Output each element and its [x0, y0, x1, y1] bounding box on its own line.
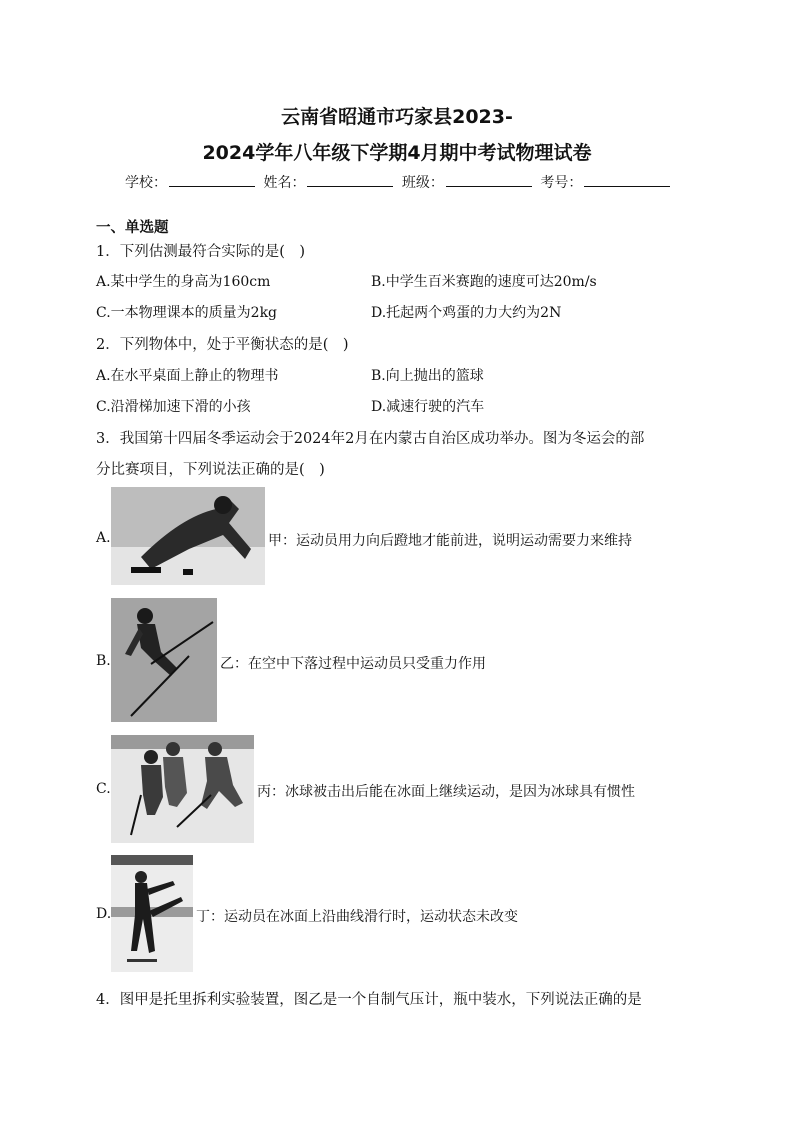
- exam-number-blank: [584, 172, 670, 187]
- question-3-option-d-letter: D.: [96, 906, 112, 922]
- question-1-option-a: A.某中学生的身高为160cm: [96, 274, 271, 290]
- name-blank: [307, 172, 393, 187]
- question-3-option-c-letter: C.: [96, 781, 111, 797]
- question-2-stem: 2．下列物体中，处于平衡状态的是( ): [96, 337, 349, 353]
- ice-hockey-photo: [111, 735, 254, 843]
- school-blank: [169, 172, 255, 187]
- name-label: 姓名：: [263, 175, 306, 191]
- student-info-line: [125, 172, 674, 192]
- ski-jump-photo: [111, 598, 217, 722]
- question-3-option-a-text: 甲：运动员用力向后蹬地才能前进，说明运动需要力来维持: [268, 533, 632, 549]
- question-3-option-b-text: 乙：在空中下落过程中运动员只受重力作用: [220, 656, 486, 672]
- question-3-option-a-letter: A.: [96, 530, 111, 546]
- question-2-option-d: D.减速行驶的汽车: [371, 399, 485, 415]
- question-3-option-b-letter: B.: [96, 653, 111, 669]
- section-heading: 一、单选题: [96, 220, 169, 236]
- exam-number-label: 考号：: [540, 175, 583, 191]
- question-3-option-d-text: 丁：运动员在冰面上沿曲线滑行时，运动状态未改变: [196, 909, 518, 925]
- speed-skating-photo: [111, 487, 265, 585]
- question-2-option-c: C.沿滑梯加速下滑的小孩: [96, 399, 251, 415]
- question-3-stem-line2: 分比赛项目，下列说法正确的是( ): [96, 462, 325, 478]
- question-1-option-b: B.中学生百米赛跑的速度可达20m/s: [371, 274, 597, 290]
- question-1-stem: 1．下列估测最符合实际的是( ): [96, 244, 306, 260]
- page-title-line2: 2024学年八年级下学期4月期中考试物理试卷: [202, 142, 592, 164]
- page-title-line1: 云南省昭通市巧家县2023-: [281, 106, 513, 128]
- question-3-option-c-text: 丙：冰球被击出后能在冰面上继续运动，是因为冰球具有惯性: [257, 784, 635, 800]
- question-1-option-d: D.托起两个鸡蛋的力大约为2N: [371, 305, 562, 321]
- question-2-option-a: A.在水平桌面上静止的物理书: [96, 368, 279, 384]
- question-1-option-c: C.一本物理课本的质量为2kg: [96, 305, 278, 321]
- figure-skating-photo: [111, 855, 193, 972]
- question-2-option-b: B.向上抛出的篮球: [371, 368, 484, 384]
- question-3-stem-line1: 3．我国第十四届冬季运动会于2024年2月在内蒙古自治区成功举办。图为冬运会的部: [96, 431, 645, 447]
- school-label: 学校：: [125, 175, 167, 191]
- class-label: 班级：: [401, 175, 444, 191]
- class-blank: [446, 172, 532, 187]
- question-4-stem: 4．图甲是托里拆利实验装置，图乙是一个自制气压计，瓶中装水，下列说法正确的是: [96, 992, 642, 1008]
